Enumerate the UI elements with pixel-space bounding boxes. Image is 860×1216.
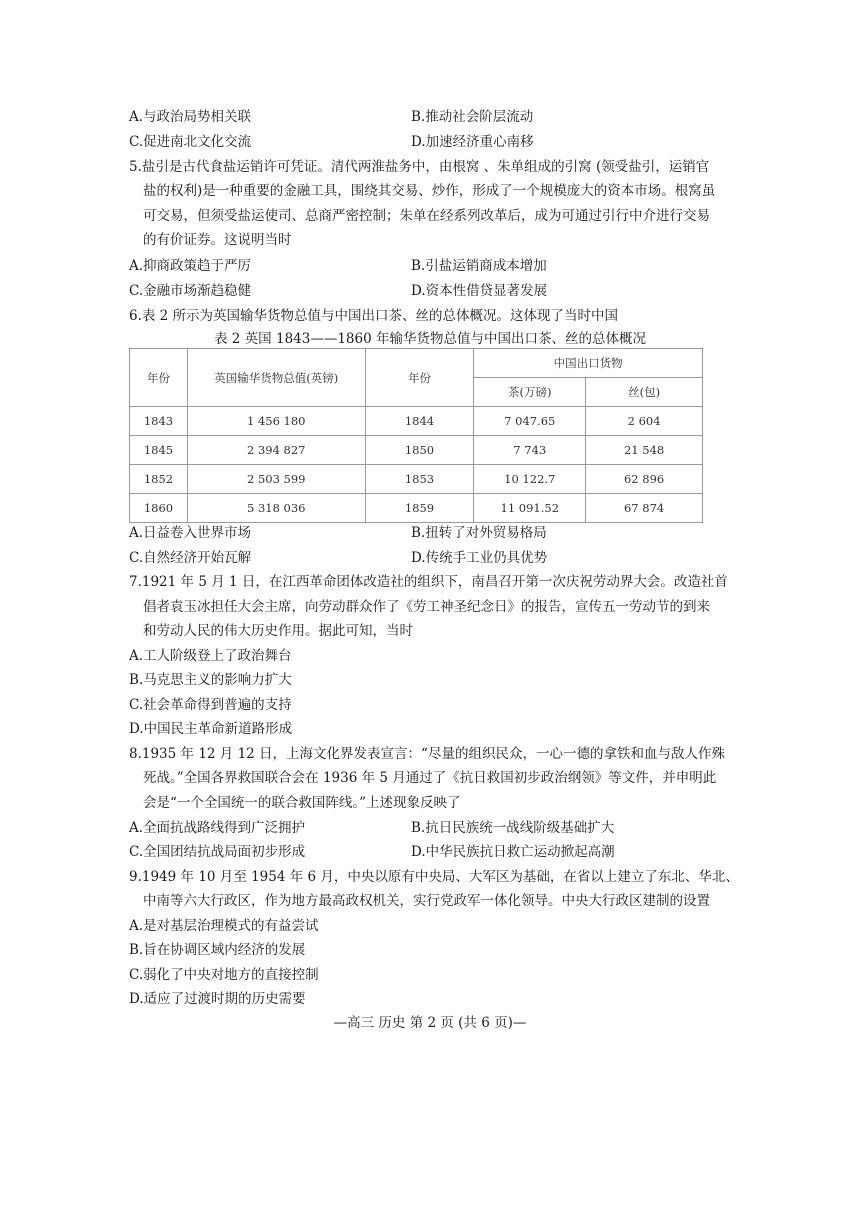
q6-stem: 6.表 2 所示为英国输华货物总值与中国出口茶、丝的总体概况。这体现了当时中国 <box>129 308 619 324</box>
q9-stem-line-2: 中南等六大行政区，作为地方最高政权机关，实行党政军一体化领导。中央大行政区建制的设置 <box>143 893 710 909</box>
cell-uk-value: 2 394 827 <box>187 436 365 465</box>
q8-option-d: D.中华民族抗日救亡运动掀起高潮 <box>411 844 615 860</box>
q9-option-c: C.弱化了中央对地方的直接控制 <box>129 967 319 983</box>
cell-tea: 10 122.7 <box>474 465 586 494</box>
cell-silk: 21 548 <box>586 436 703 465</box>
q8-option-c: C.全国团结抗战局面初步形成 <box>129 844 306 860</box>
q5-stem-line-3: 可交易，但须受盐运使司、总商严密控制；朱单在经系列改革后，成为可通过引行中介进行交易 <box>143 208 710 224</box>
q5-options-row-2 <box>0 280 860 302</box>
q7-option-d: D.中国民主革命新道路形成 <box>129 721 293 737</box>
q8-stem-line-2: 死战。”全国各界救国联合会在 1936 年 5 月通过了《抗日救国初步政治纲领》等文件，并申明此 <box>143 770 717 786</box>
q6-option-c: C.自然经济开始瓦解 <box>129 550 252 566</box>
header-year: 年份 <box>130 349 188 407</box>
header-silk: 丝(包) <box>586 378 703 407</box>
q9-stem-line-1: 9.1949 年 10 月至 1954 年 6 月，中央以原有中央局、大军区为基础，在省以上建立了东北、华北、 <box>129 869 739 885</box>
q5-option-c: C.金融市场渐趋稳健 <box>129 283 252 299</box>
cell-year-2: 1850 <box>365 436 474 465</box>
cell-silk: 67 874 <box>586 494 703 523</box>
q9-option-d: D.适应了过渡时期的历史需要 <box>129 991 306 1007</box>
q4-options-row-1 <box>0 106 860 128</box>
cell-year-2: 1859 <box>365 494 474 523</box>
q9-option-b: B.旨在协调区域内经济的发展 <box>129 942 306 958</box>
cell-tea: 7 743 <box>474 436 586 465</box>
header-year-2: 年份 <box>365 349 474 407</box>
cell-tea: 7 047.65 <box>474 407 586 436</box>
header-uk-value: 英国输华货物总值(英镑) <box>187 349 365 407</box>
q4-option-b: B.推动社会阶层流动 <box>411 109 534 125</box>
q6-option-b: B.扭转了对外贸易格局 <box>411 525 547 541</box>
cell-silk: 2 604 <box>586 407 703 436</box>
cell-uk-value: 5 318 036 <box>187 494 365 523</box>
header-tea: 茶(万磅) <box>474 378 586 407</box>
cell-year: 1845 <box>130 436 188 465</box>
table-caption: 表 2 英国 1843——1860 年输华货物总值与中国出口茶、丝的总体概况 <box>214 331 646 347</box>
q6-option-a: A.日益卷入世界市场 <box>129 525 252 541</box>
q7-option-b: B.马克思主义的影响力扩大 <box>129 672 292 688</box>
table-row <box>130 465 703 494</box>
q8-stem-line-3: 会是“一个全国统一的联合救国阵线。”上述现象反映了 <box>143 795 461 811</box>
cell-year: 1843 <box>130 407 188 436</box>
cell-year-2: 1853 <box>365 465 474 494</box>
page-footer: —高三 历史 第 2 页 (共 6 页)— <box>333 1015 527 1031</box>
q5-stem-line-4: 的有价证券。这说明当时 <box>143 232 292 248</box>
q6-options-row-1 <box>0 522 860 544</box>
q4-option-d: D.加速经济重心南移 <box>411 134 534 150</box>
cell-silk: 62 896 <box>586 465 703 494</box>
q7-option-a: A.工人阶级登上了政治舞台 <box>129 648 292 664</box>
q4-option-c: C.促进南北文化交流 <box>129 134 252 150</box>
cell-year-2: 1844 <box>365 407 474 436</box>
table-row <box>130 436 703 465</box>
q6-option-d: D.传统手工业仍具优势 <box>411 550 548 566</box>
cell-uk-value: 1 456 180 <box>187 407 365 436</box>
q8-option-b: B.抗日民族统一战线阶级基础扩大 <box>411 820 615 836</box>
q5-options-row-1 <box>0 255 860 277</box>
table-row <box>130 407 703 436</box>
q5-option-a: A.抑商政策趋于严厉 <box>129 258 252 274</box>
table-row <box>130 494 703 523</box>
q5-stem-line-2: 盐的权利)是一种重要的金融工具，围绕其交易、炒作，形成了一个规模庞大的资本市场。根窝虽 <box>143 183 716 199</box>
q7-stem-line-1: 7.1921 年 5 月 1 日，在江西革命团体改造社的组织下，南昌召开第一次庆祝劳动界大会。改造社首 <box>129 574 728 590</box>
q5-option-b: B.引盐运销商成本增加 <box>411 258 547 274</box>
cell-year: 1852 <box>130 465 188 494</box>
cell-tea: 11 091.52 <box>474 494 586 523</box>
q8-stem-line-1: 8.1935 年 12 月 12 日，上海文化界发表宣言：“尽量的组织民众，一心一德的拿铁和血与敌人作殊 <box>129 746 725 762</box>
q5-stem-line-1: 5.盐引是古代食盐运销许可凭证。清代两淮盐务中，由根窝 、朱单组成的引窝 (领受盐引，运销官 <box>129 159 710 175</box>
q7-stem-line-2: 倡者袁玉冰担任大会主席，向劳动群众作了《劳工神圣纪念日》的报告，宣传五一劳动节的到来 <box>143 599 710 615</box>
header-china-export: 中国出口货物 <box>474 349 703 378</box>
q6-options-row-2 <box>0 547 860 569</box>
q7-option-c: C.社会革命得到普遍的支持 <box>129 697 292 713</box>
q8-option-a: A.全面抗战路线得到广泛拥护 <box>129 820 306 836</box>
q9-option-a: A.是对基层治理模式的有益尝试 <box>129 918 319 934</box>
cell-year: 1860 <box>130 494 188 523</box>
q8-options-row-1 <box>0 817 860 839</box>
q4-option-a: A.与政治局势相关联 <box>129 109 252 125</box>
q8-options-row-2 <box>0 841 860 863</box>
cell-uk-value: 2 503 599 <box>187 465 365 494</box>
q7-stem-line-3: 和劳动人民的伟大历史作用。据此可知，当时 <box>143 623 413 639</box>
q4-options-row-2 <box>0 131 860 153</box>
trade-table <box>129 348 703 523</box>
q5-option-d: D.资本性借贷显著发展 <box>411 283 548 299</box>
